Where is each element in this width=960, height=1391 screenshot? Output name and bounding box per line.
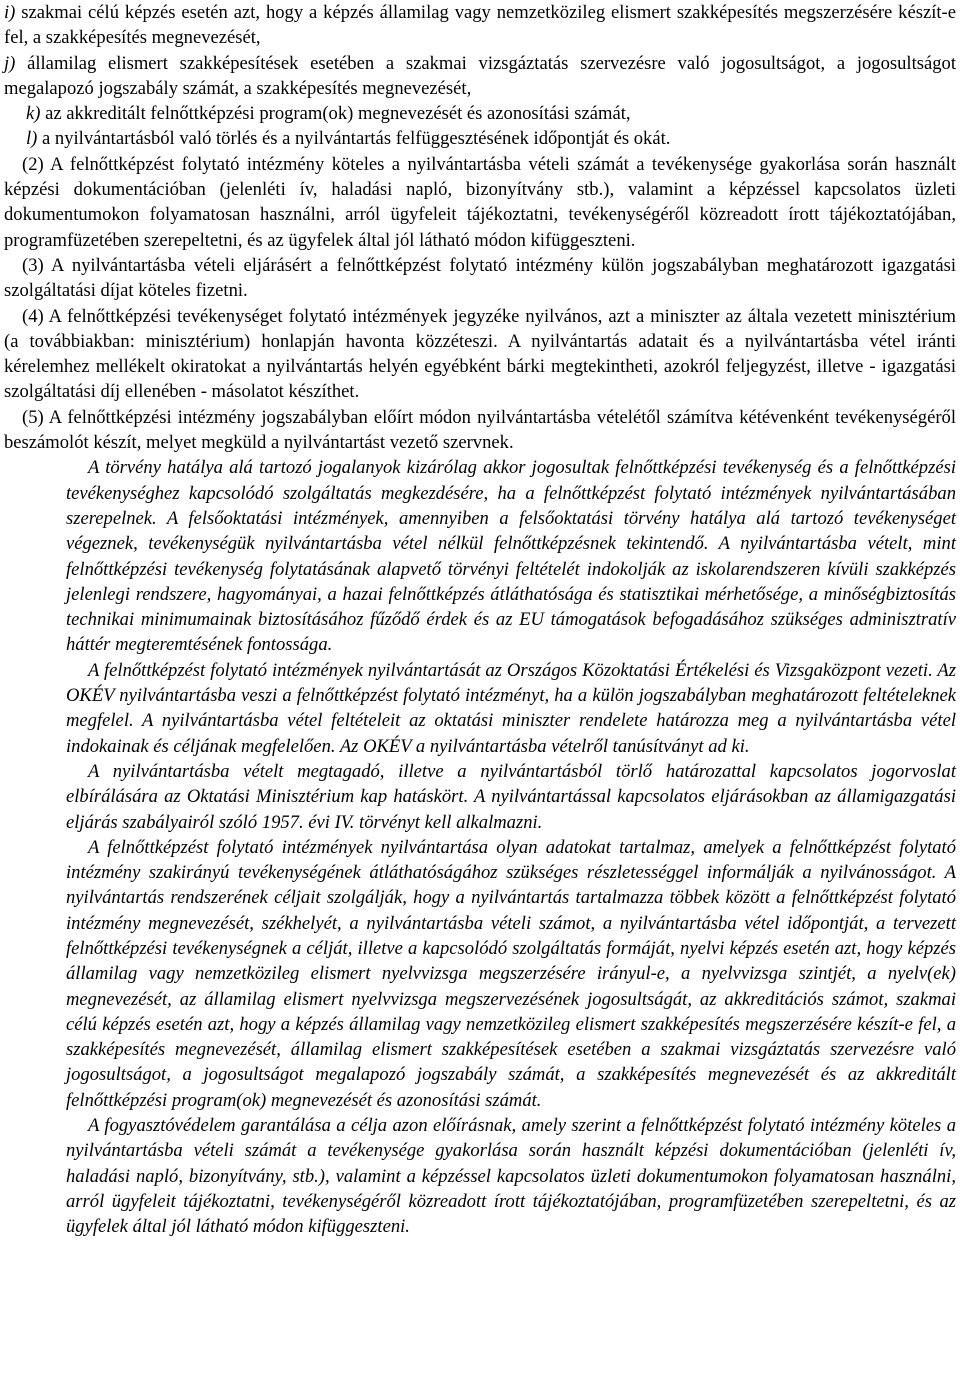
list-item-marker: i): [4, 2, 16, 23]
list-item-text: szakmai célú képzés esetén azt, hogy a képzés államilag vagy nemzetközileg elismert szakképesítés megszerzésére készít-e fel, a szakképesítés megnevezését,: [4, 2, 956, 49]
section-5: (5) A felnőttképzési intézmény jogszabályban előírt módon nyilvántartásba vételétől számítva kétévenként tevékenységéről beszámolót készít, melyet megküld a nyilvántartást vezető szervnek.: [4, 406, 956, 454]
section-3: (3) A nyilvántartásba vételi eljárásért a felnőttképzést folytató intézmény külön jogszabályban meghatározott igazgatási szolgáltatási díjat köteles fizetni.: [4, 254, 956, 302]
list-item-k: [4, 101, 956, 126]
section-2: (2) A felnőttképzést folytató intézmény köteles a nyilvántartásba vételi számát a tevékenysége gyakorlása során használt képzési dokumentációban (jelenléti ív, haladási napló, bizonyítvány stb.), valamint a képzéssel kapcsolatos üzleti dokumentumokon folyamatosan használni, arról ügyfeleit tájékoztatni, tevékenységéről közreadott írott tájékoztatójában, programfüzetében szerepeltetni, és az ügyfelek által jól látható módon kifüggeszteni.: [4, 153, 956, 251]
list-item-marker: j): [4, 52, 16, 74]
commentary-paragraph-3: A nyilvántartásba vételt megtagadó, illetve a nyilvántartásból törlő határozattal kapcsolatos jogorvoslat elbírálására az Oktatási Minisztérium kap hatáskört. A nyilvántartással kapcsolatos eljárásokban az államigazgatási eljárás szabályairól szóló 1957. évi IV. törvényt kell alkalmazni.: [66, 760, 956, 833]
list-item-marker: l): [26, 128, 38, 150]
list-item-l: [4, 126, 956, 151]
list-item-text: az akkreditált felnőttképzési program(ok) megnevezését és azonosítási számát,: [40, 103, 631, 125]
list-item-text: a nyilvántartásból való törlés és a nyilvántartás felfüggesztésének időpontját és okát.: [37, 128, 671, 150]
section-4: (4) A felnőttképzési tevékenységet folytató intézmények jegyzéke nyilvános, azt a miniszter az általa vezetett minisztérium (a továbbiakban: minisztérium) honlapján havonta közzéteszi. A nyilvántartás adatait és a nyilvántartásba vétel iránti kérelemhez mellékelt okiratokat a nyilvántartás helyén egyébként bárki megtekintheti, azokról feljegyzést, illetve - igazgatási szolgáltatási díj ellenében - másolatot készíthet.: [4, 305, 956, 403]
commentary-paragraph-2: A felnőttképzést folytató intézmények nyilvántartását az Országos Közoktatási Értékelési és Vizsgaközpont vezeti. Az OKÉV nyilvántartásba veszi a felnőttképzést folytató intézményt, ha a külön jogszabályban meghatározott feltételeknek megfelel. A nyilvántartásba vétel feltételeit az oktatási miniszter rendelete határozza meg a nyilvántartásba vétel indokainak és céljának megfelelően. Az OKÉV a nyilvántartásba vételről tanúsítványt ad ki.: [66, 659, 956, 757]
list-item-j: [4, 51, 956, 102]
list-item-marker: k): [26, 103, 41, 125]
list-item-i: [4, 0, 956, 51]
commentary-paragraph-4: A felnőttképzést folytató intézmények nyilvántartása olyan adatokat tartalmaz, amelyek a felnőttképzést folytató intézmény szakirányú tevékenységének átláthatóságához szükséges részletességgel informálják a nyilvánosságot. A nyilvántartás rendszerének céljait szolgálják, hogy a nyilvántartás tartalmazza többek között a felnőttképzést folytató intézmény megnevezését, székhelyét, a nyilvántartásba vételi számot, a nyilvántartásba vétel időpontját, a tervezett felnőttképzési tevékenységnek a célját, illetve a kapcsolódó szolgáltatás formáját, nyelvi képzés esetén azt, hogy képzés államilag vagy nemzetközileg elismert nyelvvizsga megszerzésére irányul-e, a nyelvvizsga szintjét, a nyelv(ek) megnevezését, az államilag elismert nyelvvizsga megszervezésének jogosultságát, az akkreditációs számot, szakmai célú képzés esetén azt, hogy a képzés államilag vagy nemzetközileg elismert szakképesítés megszerzésére készít-e fel, a szakképesítés megnevezését, államilag elismert szakképesítések esetében a szakmai vizsgáztatás szervezésre való jogosultságot, a jogosultságot megalapozó jogszabály számát, a szakképesítés megnevezését és az akkreditált felnőttképzési program(ok) megnevezését és azonosítási számát.: [66, 836, 956, 1111]
commentary: [4, 455, 956, 1239]
commentary-paragraph-1: A törvény hatálya alá tartozó jogalanyok kizárólag akkor jogosultak felnőttképzési tevékenység és a felnőttképzési tevékenységhez kapcsolódó szolgáltatás megkezdésére, ha a felnőttképzést folytató intézmények nyilvántartásában szerepelnek. A felsőoktatási intézmények, amennyiben a felsőoktatási törvény hatálya alá tartozó tevékenységet végeznek, tevékenységük nyilvántartásba vétel nélkül felnőttképzésnek tekintendő. A nyilvántartásba vételt, mint felnőttképzési tevékenység folytatásának alapvető törvényi feltételét indokolják az iskolarendszeren kívüli szakképzés jelenlegi rendszere, hagyományai, a hazai felnőttképzés átláthatósága és statisztikai mérhetősége, a minőségbiztosítás technikai minimumainak biztosításához fűződő érdek és az EU támogatások befogadásához szükséges adminisztratív háttér megteremtésének fontossága.: [66, 457, 956, 656]
list-item-text: államilag elismert szakképesítések esetében a szakmai vizsgáztatás szervezésre való jogosultságot, a jogosultságot megalapozó jogszabály számát, a szakképesítés megnevezését,: [4, 52, 956, 99]
commentary-paragraph-5: A fogyasztóvédelem garantálása a célja azon előírásnak, amely szerint a felnőttképzést folytató intézmény köteles a nyilvántartásba vételi számát a tevékenysége gyakorlása során használt képzési dokumentációban (jelenléti ív, haladási napló, bizonyítvány, stb.), valamint a képzéssel kapcsolatos üzleti dokumentumokon folyamatosan használni, arról ügyfeleit tájékoztatni, tevékenységéről közreadott írott tájékoztatójában, programfüzetében szerepeltetni, és az ügyfelek által jól látható módon kifüggeszteni.: [66, 1115, 956, 1238]
